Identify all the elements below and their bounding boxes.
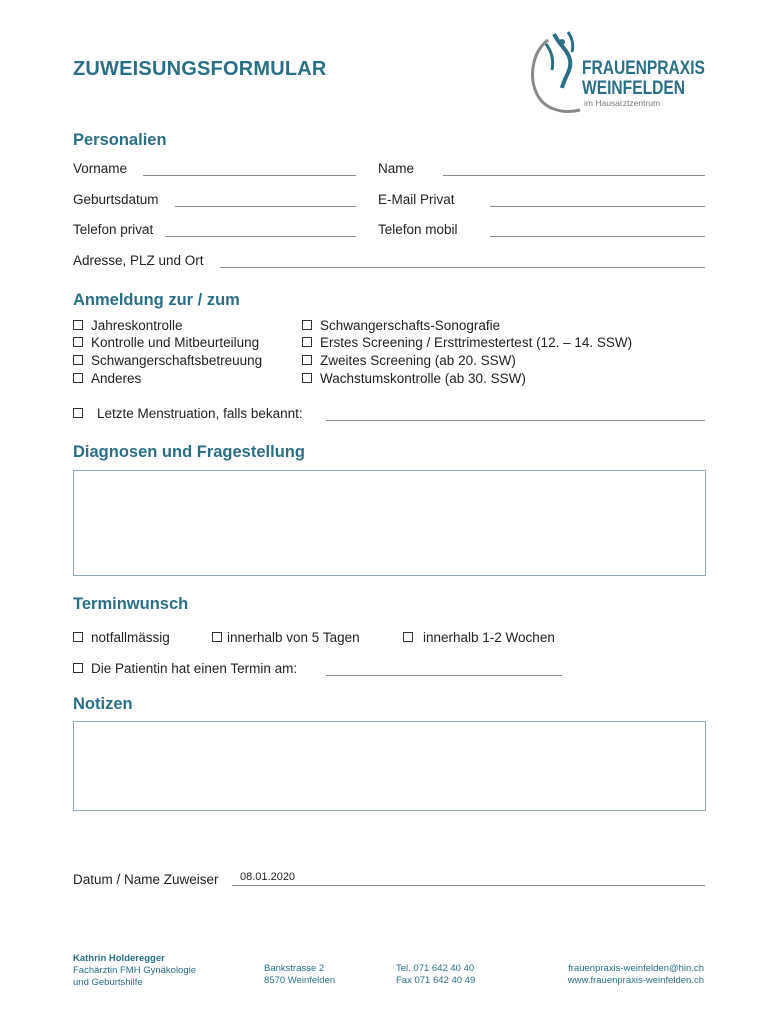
footer-street: Bankstrasse 2 (264, 963, 325, 974)
telefon-mobil-label: Telefon mobil (378, 222, 458, 237)
checkbox-icon (73, 632, 83, 642)
checkbox-1-2-wochen[interactable]: innerhalb 1-2 Wochen (403, 630, 555, 645)
logo (524, 30, 714, 115)
geburtsdatum-field[interactable] (175, 206, 356, 207)
checkbox-icon (73, 337, 83, 347)
checkbox-icon (302, 373, 312, 383)
email-field[interactable] (490, 206, 705, 207)
checkbox-icon (302, 337, 312, 347)
checkbox-schwangerschaftsbetreuung[interactable]: Schwangerschaftsbetreuung (73, 353, 262, 368)
zuweiser-label: Datum / Name Zuweiser (73, 872, 219, 887)
checkbox-menstruation[interactable]: Letzte Menstruation, falls bekannt: (73, 406, 303, 421)
section-diagnosen: Diagnosen und Fragestellung (73, 443, 305, 461)
checkbox-icon (212, 632, 222, 642)
footer-doctor (73, 953, 196, 989)
checkbox-sonografie[interactable]: Schwangerschafts-Sonografie (302, 318, 500, 333)
footer-tel: Tel. 071 642 40 40 (396, 963, 475, 974)
telefon-mobil-field[interactable] (490, 236, 705, 237)
footer-phone (396, 963, 475, 987)
checkbox-icon (302, 355, 312, 365)
page-title: ZUWEISUNGSFORMULAR (73, 58, 327, 80)
footer-web[interactable]: www.frauenpraxis-weinfelden.ch (567, 975, 704, 986)
email-label: E-Mail Privat (378, 192, 455, 207)
geburtsdatum-label: Geburtsdatum (73, 192, 159, 207)
zuweiser-field[interactable] (232, 885, 705, 886)
vorname-label: Vorname (73, 161, 128, 176)
name-label: Name (378, 161, 415, 176)
checkbox-icon (73, 408, 83, 418)
name-field[interactable] (443, 175, 705, 176)
zuweiser-value[interactable]: 08.01.2020 (240, 871, 296, 883)
adresse-field[interactable] (220, 267, 705, 268)
footer-role2: und Geburtshilfe (73, 977, 143, 988)
telefon-privat-label: Telefon privat (73, 222, 154, 237)
checkbox-wachstumskontrolle[interactable]: Wachstumskontrolle (ab 30. SSW) (302, 371, 526, 386)
footer-role1: Fachärztin FMH Gynäkologie (73, 965, 197, 976)
checkbox-5-tagen[interactable]: innerhalb von 5 Tagen (212, 630, 360, 645)
adresse-label: Adresse, PLZ und Ort (73, 253, 204, 268)
logo-line2: WEINFELDEN (582, 78, 685, 99)
checkbox-zweites-screening[interactable]: Zweites Screening (ab 20. SSW) (302, 353, 516, 368)
checkbox-icon (403, 632, 413, 642)
logo-subtitle: im Hausarztzentrum (584, 98, 661, 108)
footer-city: 8570 Weinfelden (264, 975, 336, 986)
diagnosen-textarea[interactable] (73, 470, 706, 576)
menstruation-field[interactable] (326, 420, 705, 421)
termin-field[interactable] (326, 675, 562, 676)
checkbox-notfallmaessig[interactable]: notfallmässig (73, 630, 170, 645)
checkbox-anderes[interactable]: Anderes (73, 371, 141, 386)
logo-figure-icon (524, 30, 584, 115)
footer-fax: Fax 071 642 40 49 (396, 975, 476, 986)
section-personalien: Personalien (73, 131, 167, 149)
vorname-field[interactable] (143, 175, 356, 176)
checkbox-termin[interactable]: Die Patientin hat einen Termin am: (73, 661, 297, 676)
footer-contact (568, 963, 704, 987)
checkbox-icon (73, 663, 83, 673)
footer-name: Kathrin Holderegger (73, 953, 165, 964)
footer-address (264, 963, 335, 987)
section-notizen: Notizen (73, 695, 133, 713)
checkbox-kontrolle-mitbeurteilung[interactable]: Kontrolle und Mitbeurteilung (73, 335, 259, 350)
checkbox-icon (73, 355, 83, 365)
logo-line1: FRAUENPRAXIS (582, 58, 705, 79)
footer-email[interactable]: frauenpraxis-weinfelden@hin.ch (568, 963, 704, 974)
notizen-textarea[interactable] (73, 721, 706, 811)
checkbox-icon (302, 320, 312, 330)
section-anmeldung: Anmeldung zur / zum (73, 291, 240, 309)
checkbox-jahreskontrolle[interactable]: Jahreskontrolle (73, 318, 183, 333)
checkbox-erstes-screening[interactable]: Erstes Screening / Ersttrimestertest (12. – 14. SSW) (302, 335, 632, 350)
section-terminwunsch: Terminwunsch (73, 595, 189, 613)
checkbox-icon (73, 320, 83, 330)
telefon-privat-field[interactable] (165, 236, 356, 237)
checkbox-icon (73, 373, 83, 383)
